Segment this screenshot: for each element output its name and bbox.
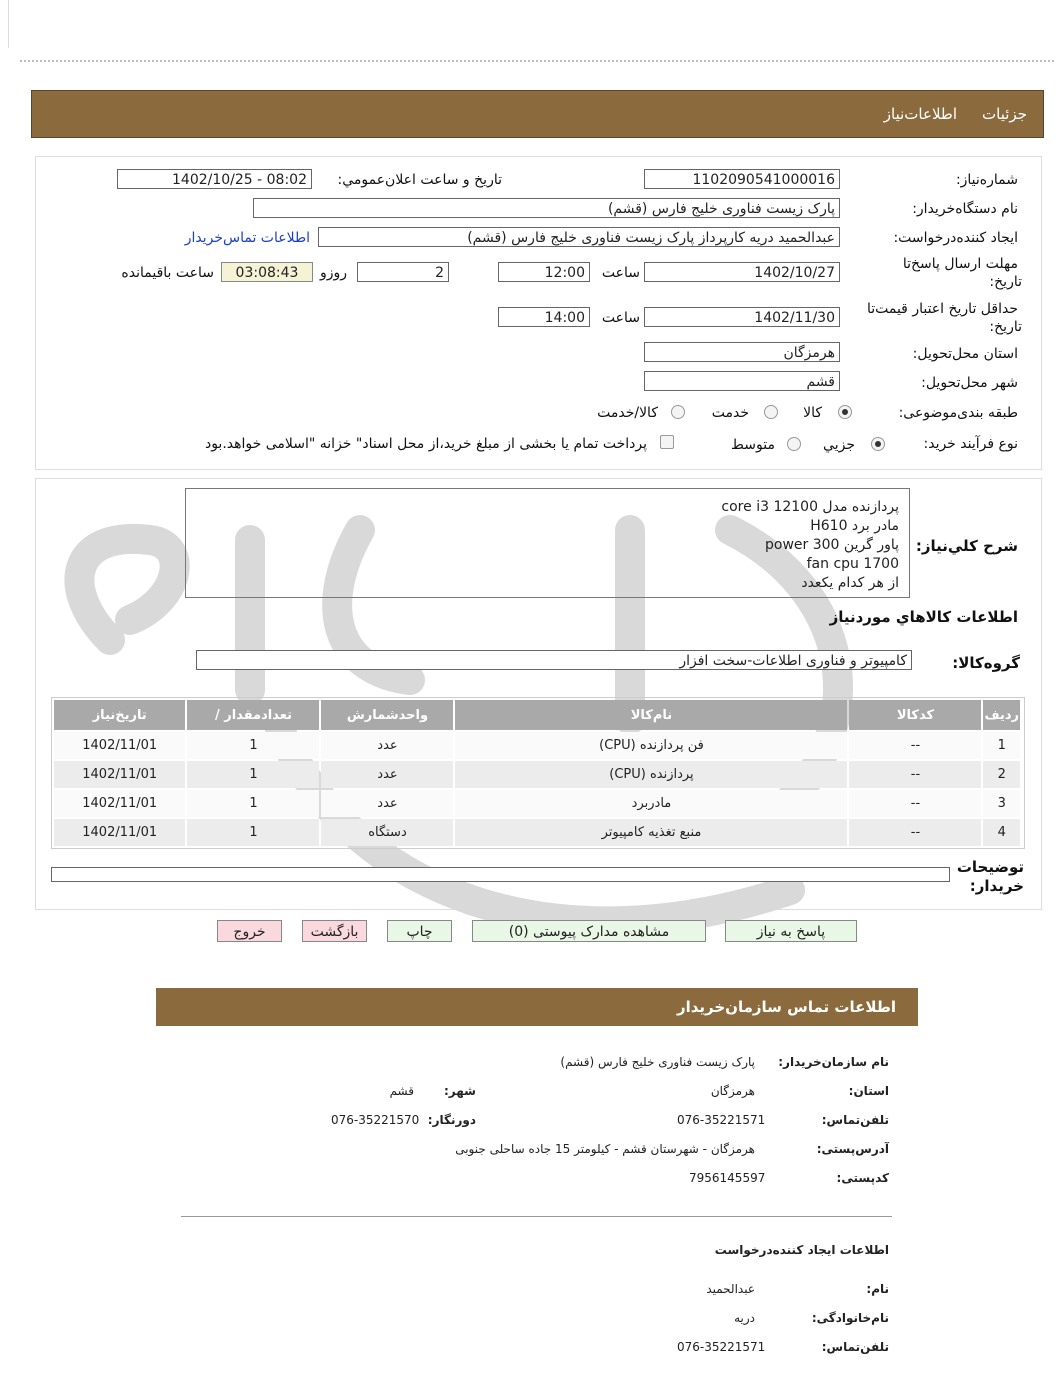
contact-phone-label: تلفن‌تماس:	[821, 1113, 889, 1127]
need-number-label: شماره‌نیاز:	[955, 172, 1018, 188]
attachments-button[interactable]: مشاهده مدارک پیوستی (0)	[472, 920, 706, 942]
contact-section-title: اطلاعات تماس سازمان‌خریدار	[676, 998, 896, 1016]
cell-date: 1402/11/01	[54, 790, 185, 817]
contact-phone-value: 076-35221571	[677, 1113, 766, 1127]
creator-first-name-label: نام:	[866, 1282, 889, 1296]
cell-row: 3	[983, 790, 1020, 817]
days-field: 2	[357, 262, 449, 282]
table-row	[54, 819, 1020, 846]
cell-unit: عدد	[321, 732, 453, 759]
description-box	[185, 488, 910, 598]
cell-name: منبع تغذیه کامپیوتر	[455, 819, 847, 846]
org-name-label: نام سازمان‌خریدار:	[778, 1055, 889, 1069]
payment-note: پرداخت تمام یا بخشی از مبلغ خرید،از محل اسناد" خزانه "اسلامی خواهد.بود	[204, 436, 647, 452]
cell-name: پردازنده (CPU)	[455, 761, 847, 788]
creator-first-name-value: عبدالحمید	[706, 1282, 755, 1296]
creator-field: عبدالحمید دریه کارپرداز پارک زیست فناوری خلیج فارس (قشم)	[318, 227, 840, 247]
validity-time-label: ساعت	[601, 310, 640, 326]
reply-time-field: 12:00	[498, 262, 590, 282]
buyer-org-label: نام دستگاه‌خریدار:	[912, 201, 1018, 217]
reply-button[interactable]: پاسخ به نیاز	[725, 920, 857, 942]
category-both-label: کالا/خدمت	[597, 405, 658, 421]
contact-postal-value: 7956145597	[689, 1171, 766, 1185]
cell-unit: عدد	[321, 790, 453, 817]
description-line-4: fan cpu 1700	[806, 556, 899, 572]
contact-postal-label: کد‌پستی:	[836, 1171, 889, 1185]
top-divider	[20, 60, 1054, 62]
creator-last-name-label: نام‌خانوادگی:	[811, 1311, 889, 1325]
cell-row: 2	[983, 761, 1020, 788]
announce-label: تاریخ و ساعت اعلان‌عمومي:	[337, 172, 502, 188]
process-small-radio[interactable]	[871, 437, 885, 451]
col-name: نام‌کالا	[455, 700, 847, 730]
category-service-label: خدمت	[711, 405, 749, 421]
category-goods-radio[interactable]	[838, 405, 852, 419]
goods-section-title: اطلاعات کالاهاي موردنیاز	[829, 608, 1018, 626]
contact-divider	[181, 1216, 892, 1217]
creator-phone-label: تلفن‌تماس:	[821, 1340, 889, 1354]
contact-section-header	[156, 988, 918, 1026]
contact-city-value: قشم	[389, 1084, 414, 1098]
cell-qty: 1	[187, 790, 319, 817]
col-qty: تعدادمقدار /	[187, 700, 319, 730]
cell-date: 1402/11/01	[54, 761, 185, 788]
creator-label: ایجاد کننده‌درخواست:	[893, 230, 1018, 246]
contact-fax-label: دورنگار:	[427, 1113, 476, 1127]
contact-address-label: آدرس‌پستی:	[816, 1142, 889, 1156]
exit-button[interactable]: خروج	[217, 920, 282, 942]
cell-qty: 1	[187, 819, 319, 846]
contact-fax-value: 076-35221570	[331, 1113, 420, 1127]
cell-row: 1	[983, 732, 1020, 759]
category-both-radio[interactable]	[671, 405, 685, 419]
cell-date: 1402/11/01	[54, 732, 185, 759]
goods-table-frame	[51, 697, 1025, 849]
city-label: شهر محل‌تحویل:	[921, 375, 1018, 391]
need-number-field: 1102090541000016	[644, 169, 840, 189]
table-row	[54, 732, 1020, 759]
description-line-5: از هر کدام یکعدد	[801, 575, 899, 591]
table-row	[54, 761, 1020, 788]
validity-time-field: 14:00	[498, 307, 590, 327]
description-line-2: مادر برد H610	[810, 518, 899, 534]
process-small-label: جزیي	[823, 437, 855, 453]
process-label: نوع فرآیند خرید:	[923, 436, 1018, 452]
buyer-notes-label-2: خریدار:	[969, 877, 1024, 895]
tab-details[interactable]: جزئیات	[982, 105, 1027, 123]
contact-city-label: شهر:	[444, 1084, 476, 1098]
category-service-radio[interactable]	[764, 405, 778, 419]
buyer-notes-field	[51, 867, 950, 882]
cell-unit: دستگاه	[321, 819, 453, 846]
buyer-contact-link[interactable]: اطلاعات تماس‌خریدار	[184, 230, 310, 246]
goods-table	[52, 698, 1022, 848]
cell-qty: 1	[187, 732, 319, 759]
description-line-3: پاور گرین 300 power	[765, 537, 899, 553]
buyer-notes-label: توضیحات	[956, 858, 1024, 876]
org-name-value: پارک زیست فناوری خلیج فارس (قشم)	[560, 1055, 755, 1069]
contact-province-value: هرمزگان	[710, 1084, 755, 1098]
page-header	[31, 90, 1044, 138]
process-medium-radio[interactable]	[787, 437, 801, 451]
creator-phone-value: 076-35221571	[677, 1340, 766, 1354]
print-button[interactable]: چاپ	[387, 920, 452, 942]
price-validity-label-2: تاریخ:	[989, 319, 1022, 335]
category-label: طبقه بندی‌موضوعی:	[898, 405, 1018, 421]
reply-time-label: ساعت	[601, 265, 640, 281]
cell-unit: عدد	[321, 761, 453, 788]
city-field: قشم	[644, 371, 840, 391]
col-row: ردیف	[983, 700, 1020, 730]
announce-field: 1402/10/25 - 08:02	[117, 169, 312, 189]
table-row	[54, 790, 1020, 817]
col-date: تاریخ‌نیاز	[54, 700, 185, 730]
treasury-payment-checkbox[interactable]	[660, 435, 674, 449]
contact-province-label: استان:	[848, 1084, 889, 1098]
cell-name: فن پردازنده (CPU)	[455, 732, 847, 759]
price-validity-label: حداقل تاریخ اعتبار قیمت‌تا	[866, 301, 1018, 317]
remaining-timer: 03:08:43	[221, 262, 313, 282]
back-button[interactable]: بازگشت	[302, 920, 367, 942]
days-label: روزو	[319, 265, 347, 281]
cell-date: 1402/11/01	[54, 819, 185, 846]
validity-date-field: 1402/11/30	[644, 307, 840, 327]
province-field: هرمزگان	[644, 342, 840, 362]
buyer-org-field: پارک زیست فناوری خلیج فارس (قشم)	[253, 198, 840, 218]
cell-qty: 1	[187, 761, 319, 788]
cell-name: مادربرد	[455, 790, 847, 817]
contact-address-value: هرمزگان - شهرستان قشم - کیلومتر 15 جاده ساحلی جنوبی	[455, 1142, 755, 1156]
tab-need-info[interactable]: اطلاعات‌نیاز	[883, 105, 957, 123]
cell-code: --	[849, 819, 981, 846]
goods-group-field: کامپیوتر و فناوری اطلاعات-سخت افزار	[196, 650, 912, 670]
reply-deadline-label-2: تاریخ:	[989, 274, 1022, 290]
category-goods-label: کالا	[803, 405, 822, 421]
process-medium-label: متوسط	[731, 437, 775, 453]
creator-last-name-value: دریه	[734, 1311, 755, 1325]
description-line-1: پردازنده مدل core i3 12100	[721, 499, 899, 515]
province-label: استان محل‌تحویل:	[912, 346, 1018, 362]
reply-date-field: 1402/10/27	[644, 262, 840, 282]
description-label: شرح کلي‌نیاز:	[915, 537, 1018, 555]
cell-code: --	[849, 761, 981, 788]
cell-code: --	[849, 732, 981, 759]
cell-row: 4	[983, 819, 1020, 846]
reply-deadline-label: مهلت ارسال پاسخ‌تا	[902, 256, 1018, 272]
remaining-label: ساعت باقیمانده	[121, 265, 214, 281]
left-edge-line	[8, 0, 10, 48]
cell-code: --	[849, 790, 981, 817]
goods-group-label: گروه‌کالا:	[952, 654, 1020, 672]
col-code: کدکالا	[849, 700, 981, 730]
creator-info-title: اطلاعات ایجاد کننده‌درخواست	[714, 1243, 889, 1257]
col-unit: واحدشمارش	[321, 700, 453, 730]
